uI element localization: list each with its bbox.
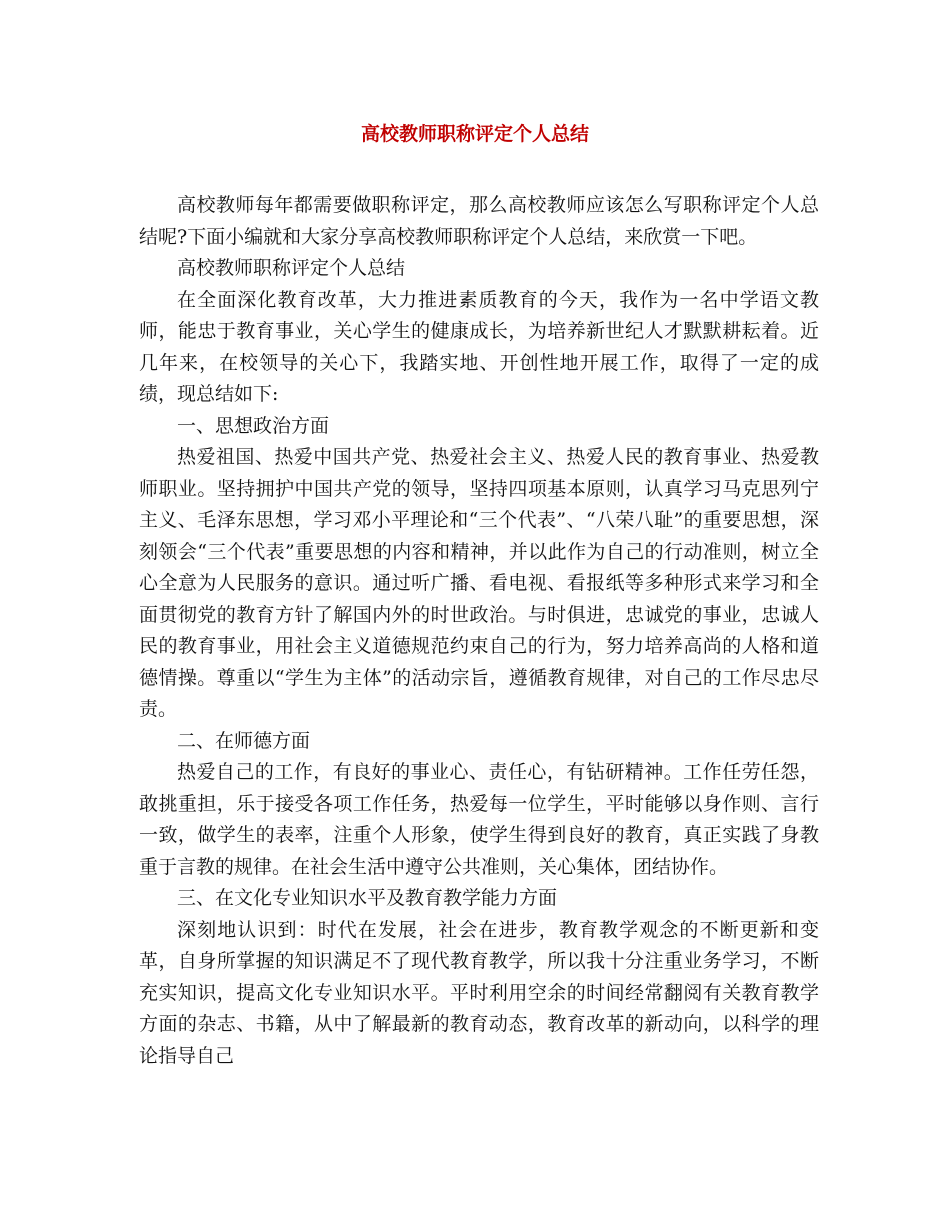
paragraph-knowledge: 深刻地认识到：时代在发展，社会在进步，教育教学观念的不断更新和变革，自身所掌握的知识满足不了现代教育教学，所以我十分注重业务学习，不断充实知识，提高文化专业知识水平。平时利用空余的时间经常翻阅有关教育教学方面的杂志、书籍，从中了解最新的教育动态，教育改革的新动向，以科学的理论指导自己	[139, 918, 819, 1067]
paragraph-opening: 在全面深化教育改革，大力推进素质教育的今天，我作为一名中学语文教师，能忠于教育事业，关心学生的健康成长，为培养新世纪人才默默耕耘着。近几年来，在校领导的关心下，我踏实地、开创性地开展工作，取得了一定的成绩，现总结如下:	[139, 288, 819, 405]
document-title: 高校教师职称评定个人总结	[360, 123, 589, 145]
paragraph-politics: 热爱祖国、热爱中国共产党、热爱社会主义、热爱人民的教育事业、热爱教师职业。坚持拥护中国共产党的领导，坚持四项基本原则，认真学习马克思列宁主义、毛泽东思想，学习邓小平理论和“三个代表”、“八荣八耻”的重要思想，深刻领会“三个代表”重要思想的内容和精神，并以此作为自己的行动准则，树立全心全意为人民服务的意识。通过听广播、看电视、看报纸等多种形式来学习和全面贯彻党的教育方针了解国内外的时世政治。与时俱进，忠诚党的事业，忠诚人民的教育事业，用社会主义道德规范约束自己的行为，努力培养高尚的人格和道德情操。尊重以“学生为主体”的活动宗旨，遵循教育规律，对自己的工作尽忠尽责。	[139, 446, 819, 720]
paragraph-ethics: 热爱自己的工作，有良好的事业心、责任心，有钻研精神。工作任劳任怨，敢挑重担，乐于接受各项工作任务，热爱每一位学生，平时能够以身作则、言行一致，做学生的表率，注重个人形象，使学生得到良好的教育，真正实践了身教重于言教的规律。在社会生活中遵守公共准则，关心集体，团结协作。	[139, 761, 819, 878]
paragraph-subtitle: 高校教师职称评定个人总结	[177, 257, 406, 279]
section-heading-knowledge: 三、在文化专业知识水平及教育教学能力方面	[177, 887, 558, 909]
section-heading-politics: 一、思想政治方面	[177, 414, 330, 437]
paragraph-intro: 高校教师每年都需要做职称评定，那么高校教师应该怎么写职称评定个人总结呢?下面小编就和大家分享高校教师职称评定个人总结，来欣赏一下吧。	[139, 194, 819, 248]
document-body	[139, 190, 819, 1072]
section-heading-ethics: 二、在师德方面	[177, 729, 311, 752]
